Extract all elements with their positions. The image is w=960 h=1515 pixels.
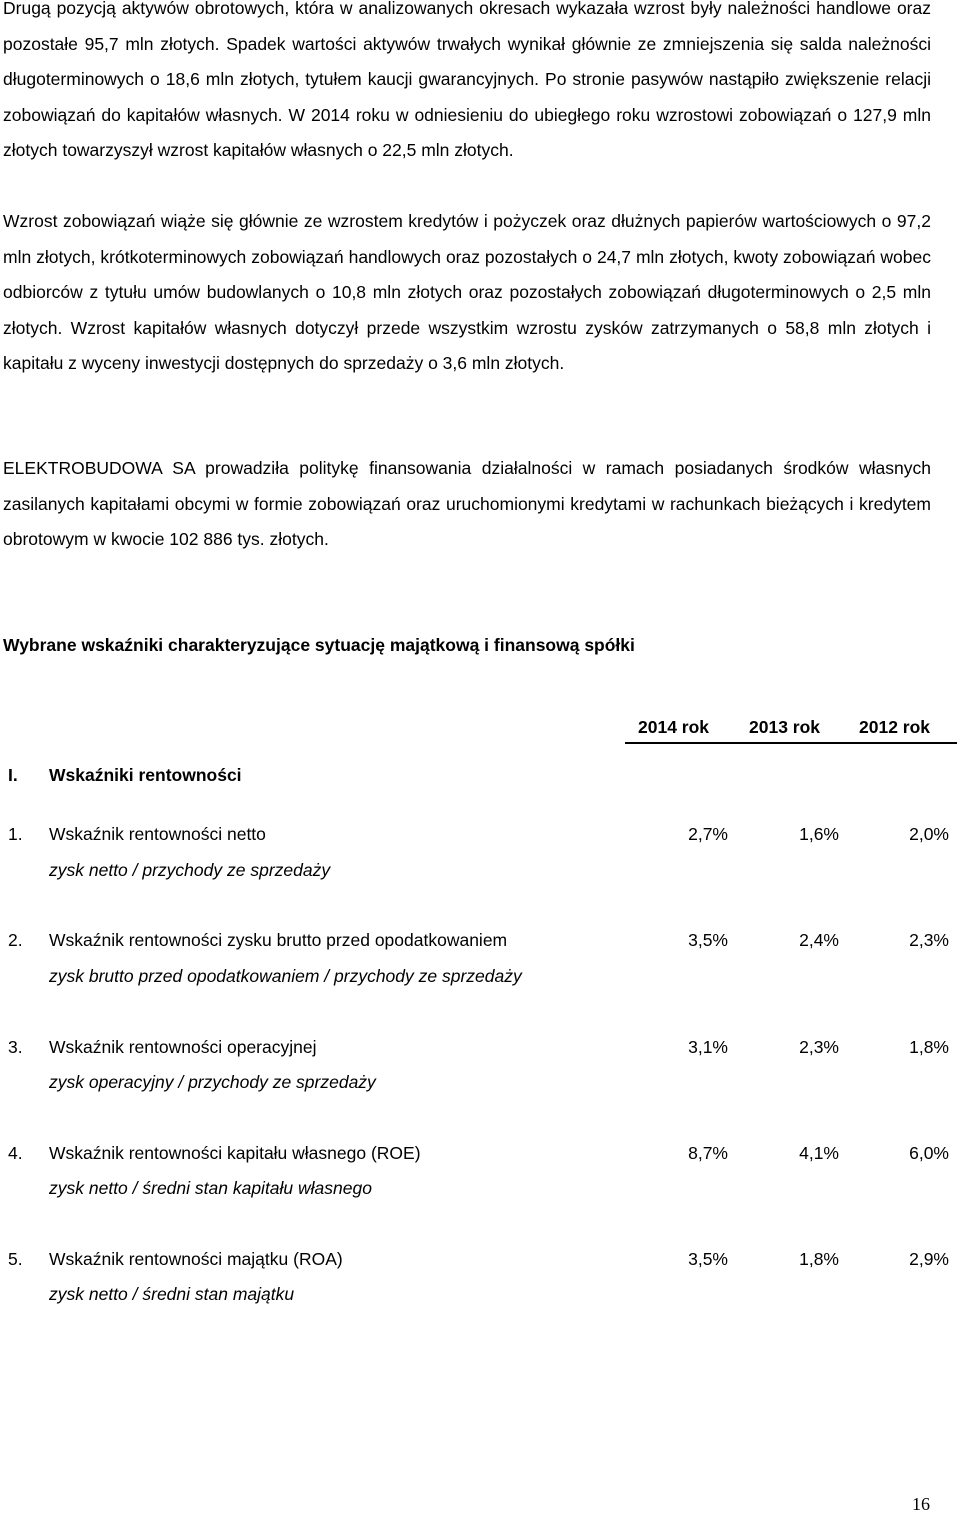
column-header-2012: 2012 rok (859, 717, 931, 737)
row-formula: zysk netto / przychody ze sprzedaży (49, 860, 331, 880)
value-2014: 2,7% (688, 824, 728, 844)
value-2014: 3,1% (688, 1037, 728, 1057)
value-2013: 1,8% (799, 1249, 839, 1269)
value-2014: 8,7% (688, 1143, 728, 1163)
value-2013: 2,4% (799, 930, 839, 950)
column-header-2013: 2013 rok (749, 717, 821, 737)
value-2012: 2,0% (909, 824, 949, 844)
row-name: Wskaźnik rentowności zysku brutto przed opodatkowaniem (49, 930, 508, 950)
value-2014: 3,5% (688, 930, 728, 950)
paragraph-assets: Drugą pozycją aktywów obrotowych, która w analizowanych okresach wykazała wzrost były należności handlowe oraz pozostałe 95,7 mln złotych. Spadek wartości aktywów trwałych wynikał głównie ze zmniejszenia się salda należności długoterminowych o 18,6 mln złotych, tytułem kaucji gwarancyjnych. Po stronie pasywów nastąpiło zwiększenie relacji zobowiązań do kapitałów własnych. W 2014 roku w odniesieniu do ubiegłego roku wzrostowi zobowiązań o 127,9 mln złotych towarzyszył wzrost kapitałów własnych o 22,5 mln złotych. (3, 0, 931, 160)
row-number: 2. (8, 930, 23, 950)
page-number: 16 (912, 1494, 930, 1514)
row-number: 1. (8, 824, 23, 844)
section-number: I. (8, 765, 18, 785)
paragraph-liabilities: Wzrost zobowiązań wiąże się głównie ze wzrostem kredytów i pożyczek oraz dłużnych papierów wartościowych o 97,2 mln złotych, krótkoterminowych zobowiązań handlowych oraz pozostałych o 24,7 mln złotych, kwoty zobowiązań wobec odbiorców z tytułu umów budowlanych o 10,8 mln złotych oraz pozostałych zobowiązań długoterminowych o 2,5 mln złotych. Wzrost kapitałów własnych dotyczył przede wszystkim wzrostu zysków zatrzymanych o 58,8 mln złotych i kapitału z wyceny inwestycji dostępnych do sprzedaży o 3,6 mln złotych. (3, 211, 931, 373)
row-name: Wskaźnik rentowności netto (49, 824, 266, 844)
row-number: 3. (8, 1037, 23, 1057)
paragraph-financing: ELEKTROBUDOWA SA prowadziła politykę finansowania działalności w ramach posiadanych środków własnych zasilanych kapitałami obcymi w formie zobowiązań oraz uruchomionymi kredytami w rachunkach bieżących i kredytem obrotowym w kwocie 102 886 tys. złotych. (3, 458, 931, 549)
value-2014: 3,5% (688, 1249, 728, 1269)
row-name: Wskaźnik rentowności majątku (ROA) (49, 1249, 343, 1269)
value-2013: 1,6% (799, 824, 839, 844)
value-2012: 2,9% (909, 1249, 949, 1269)
row-name: Wskaźnik rentowności operacyjnej (49, 1037, 317, 1057)
row-formula: zysk operacyjny / przychody ze sprzedaży (49, 1072, 376, 1092)
row-number: 5. (8, 1249, 23, 1269)
value-2012: 2,3% (909, 930, 949, 950)
column-header-2014: 2014 rok (638, 717, 710, 737)
value-2013: 2,3% (799, 1037, 839, 1057)
value-2012: 1,8% (909, 1037, 949, 1057)
row-formula: zysk netto / średni stan majątku (49, 1284, 295, 1304)
row-formula: zysk netto / średni stan kapitału własnego (49, 1178, 372, 1198)
row-number: 4. (8, 1143, 23, 1163)
row-name: Wskaźnik rentowności kapitału własnego (ROE) (49, 1143, 421, 1163)
value-2013: 4,1% (799, 1143, 839, 1163)
value-2012: 6,0% (909, 1143, 949, 1163)
section-title: Wskaźniki rentowności (49, 765, 242, 785)
header-rule (625, 742, 957, 744)
section-heading: Wybrane wskaźniki charakteryzujące sytuację majątkową i finansową spółki (3, 635, 635, 655)
row-formula: zysk brutto przed opodatkowaniem / przychody ze sprzedaży (49, 966, 522, 986)
